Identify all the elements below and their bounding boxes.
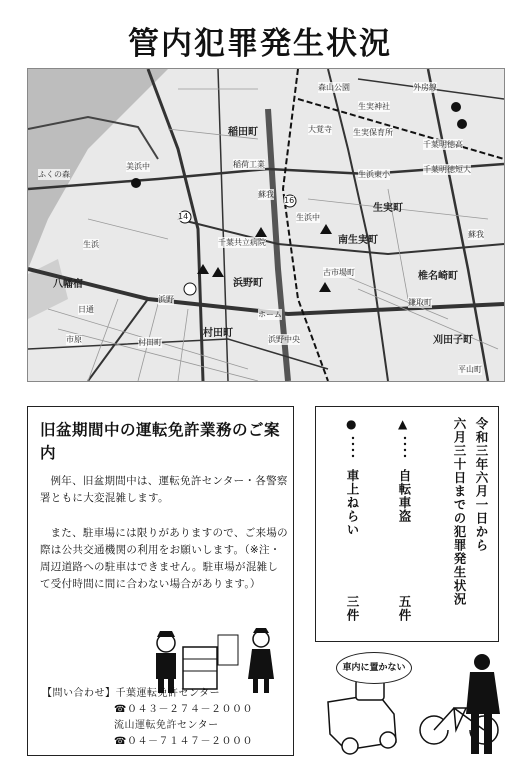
phone-nagareyama: ☎０４－７１４７－２０００ bbox=[114, 736, 253, 747]
center-name-nagareyama: 流山運転免許センター bbox=[114, 720, 219, 731]
map-label: 森山公園 bbox=[318, 83, 350, 92]
notice-paragraph-1: 例年、旧盆期間中は、運転免許センター・各警察署ともに大変混雑します。 bbox=[40, 475, 288, 504]
map-label: 大覚寺 bbox=[308, 125, 332, 134]
contact-line-1 bbox=[42, 684, 220, 699]
map-label: 南生実町 bbox=[338, 235, 378, 246]
map-label: 浜野 bbox=[158, 295, 174, 304]
map-label: 生浜中 bbox=[296, 213, 320, 222]
map-label: 椎名崎町 bbox=[418, 271, 458, 282]
bicycle-theft-count: 五件 bbox=[397, 595, 412, 622]
map-label: 千葉明徳短大 bbox=[423, 165, 471, 174]
notice-title: 旧盆期間中の運転免許業務のご案内 bbox=[40, 421, 281, 462]
map-label: 生実保育所 bbox=[353, 128, 393, 137]
map-label: 美浜中 bbox=[126, 162, 150, 171]
speech-bubble: 車内に置かない bbox=[336, 652, 412, 684]
leader-dots bbox=[402, 435, 408, 463]
map-label: 外房線 bbox=[413, 83, 437, 92]
vehicle-breakin-markers bbox=[131, 102, 467, 188]
map-label: 14 bbox=[178, 212, 189, 221]
phone-chiba: ☎０４３－２７４－２０００ bbox=[114, 704, 253, 715]
triangle-marker-icon: ▲ bbox=[398, 417, 408, 431]
center-name-chiba: 千葉運転免許センター bbox=[115, 688, 221, 699]
stats-period-line-1: 令和三年六月一日から bbox=[474, 417, 489, 552]
stats-period-line-2: 六月三十日までの犯罪発生状況 bbox=[452, 417, 467, 606]
map-label: 生浜東小 bbox=[358, 170, 390, 179]
map-label: 生浜 bbox=[83, 240, 99, 249]
map-label: 16 bbox=[284, 196, 295, 205]
map-label: 古市場町 bbox=[323, 268, 355, 277]
bicycle-theft-label: 自転車盗 bbox=[397, 469, 412, 523]
map-label: 日通 bbox=[78, 305, 94, 314]
map-label: ホーム bbox=[258, 310, 282, 319]
map-label: 千葉明徳高 bbox=[423, 140, 463, 149]
circle-marker-icon: ● bbox=[346, 417, 357, 431]
map-label: 村田町 bbox=[203, 328, 233, 339]
map-label: ふくの森 bbox=[38, 170, 70, 179]
map-label: 市原 bbox=[66, 335, 82, 344]
map-label: 生実神社 bbox=[358, 102, 390, 111]
map-label: 浜野町 bbox=[233, 278, 263, 289]
map-label: 平山町 bbox=[458, 365, 482, 374]
map-label: 村田町 bbox=[138, 338, 162, 347]
map-label: 蘇我 bbox=[468, 230, 484, 239]
map-label: 鎌取町 bbox=[408, 298, 432, 307]
map-label: 刈田子町 bbox=[433, 335, 473, 346]
page-title: 管内犯罪発生状況 bbox=[128, 26, 392, 62]
leader-dots bbox=[350, 435, 356, 463]
contact-label: 【問い合わせ】 bbox=[42, 688, 116, 699]
map-label: 蘇我 bbox=[258, 190, 274, 199]
map-label: 浜野中央 bbox=[268, 335, 300, 344]
map-label: 千葉共立病院 bbox=[218, 238, 266, 247]
notice-paragraph-2: また、駐車場には限りがありますので、ご来場の際は公共交通機関の利用をお願いします。（※注・周辺道路への駐車はできません。駐車場が混雑して受付時間に間に合わない場合があります。） bbox=[40, 527, 288, 590]
crime-stats-box bbox=[315, 406, 499, 642]
map-label: 八幡宿 bbox=[53, 279, 83, 290]
map-label: 稲田町 bbox=[228, 127, 258, 138]
bicycle-theft-markers bbox=[197, 224, 332, 292]
map-label: 稲荷工業 bbox=[233, 160, 265, 169]
vehicle-breakin-count: 三件 bbox=[345, 595, 360, 622]
vehicle-breakin-label: 車上ねらい bbox=[345, 469, 360, 537]
license-notice-box bbox=[27, 406, 294, 756]
map-label: 生実町 bbox=[373, 203, 403, 214]
crime-map bbox=[27, 68, 505, 382]
